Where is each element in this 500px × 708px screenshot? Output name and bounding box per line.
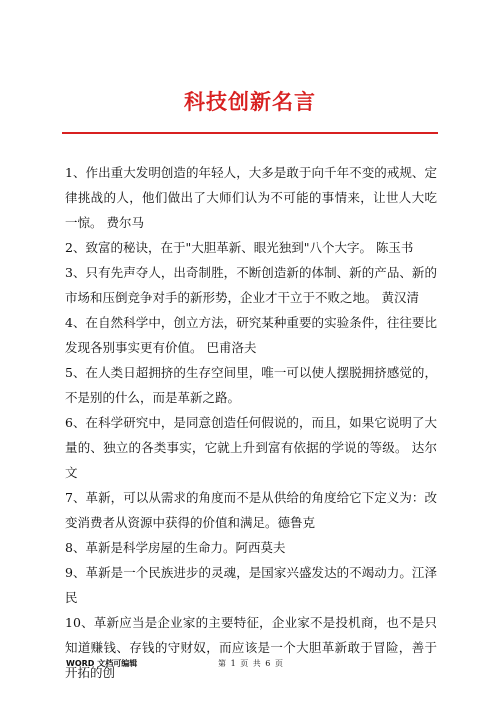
- quote-paragraph: 5、在人类日超拥挤的生存空间里，唯一可以使人摆脱拥挤感觉的，不是别的什么，而是革新之路。: [65, 365, 437, 405]
- page-number: 第 1 页 共 6 页: [218, 659, 284, 668]
- quote-paragraph: 1、作出重大发明创造的年轻人，大多是敢于向千年不变的戒规、定律挑战的人，他们做出了大师们认为不可能的事情来，让世人大吃一惊。 费尔马: [65, 165, 437, 230]
- quote-paragraph: 2、致富的秘诀，在于"大胆革新、眼光独到"八个大字。 陈玉书: [65, 240, 414, 255]
- document-title: 科技创新名言: [184, 90, 316, 114]
- quote-list: [65, 160, 437, 685]
- quote-paragraph: 10、革新应当是企业家的主要特征，企业家不是投机商，也不是只知道赚钱、存钱的守财奴，而应该是一个大胆革新敢于冒险，善于开拓的创: [65, 615, 437, 680]
- quote-paragraph: 7、革新，可以从需求的角度而不是从供给的角度给它下定义为：改变消费者从资源中获得的价值和满足。德鲁克: [65, 490, 437, 530]
- quote-paragraph: 6、在科学研究中，是同意创造任何假说的，而且，如果它说明了大量的、独立的各类事实，它就上升到富有依据的学说的等级。 达尔文: [65, 415, 437, 480]
- quote-paragraph: 3、只有先声夺人，出奇制胜，不断创造新的体制、新的产品、新的市场和压倒竞争对手的新形势，企业才干立于不败之地。 黄汉清: [65, 265, 437, 305]
- title-divider: [62, 132, 438, 134]
- quote-paragraph: 8、革新是科学房屋的生命力。阿西莫夫: [65, 540, 286, 555]
- page-footer: [66, 658, 436, 672]
- quote-paragraph: 4、在自然科学中，创立方法，研究某种重要的实验条件，往往要比发现各别事实更有价值。 巴甫洛夫: [65, 315, 437, 355]
- footer-editable-note: WORD 文档可编辑: [66, 659, 138, 668]
- quote-paragraph: 9、革新是一个民族进步的灵魂，是国家兴盛发达的不竭动力。江泽民: [65, 565, 437, 605]
